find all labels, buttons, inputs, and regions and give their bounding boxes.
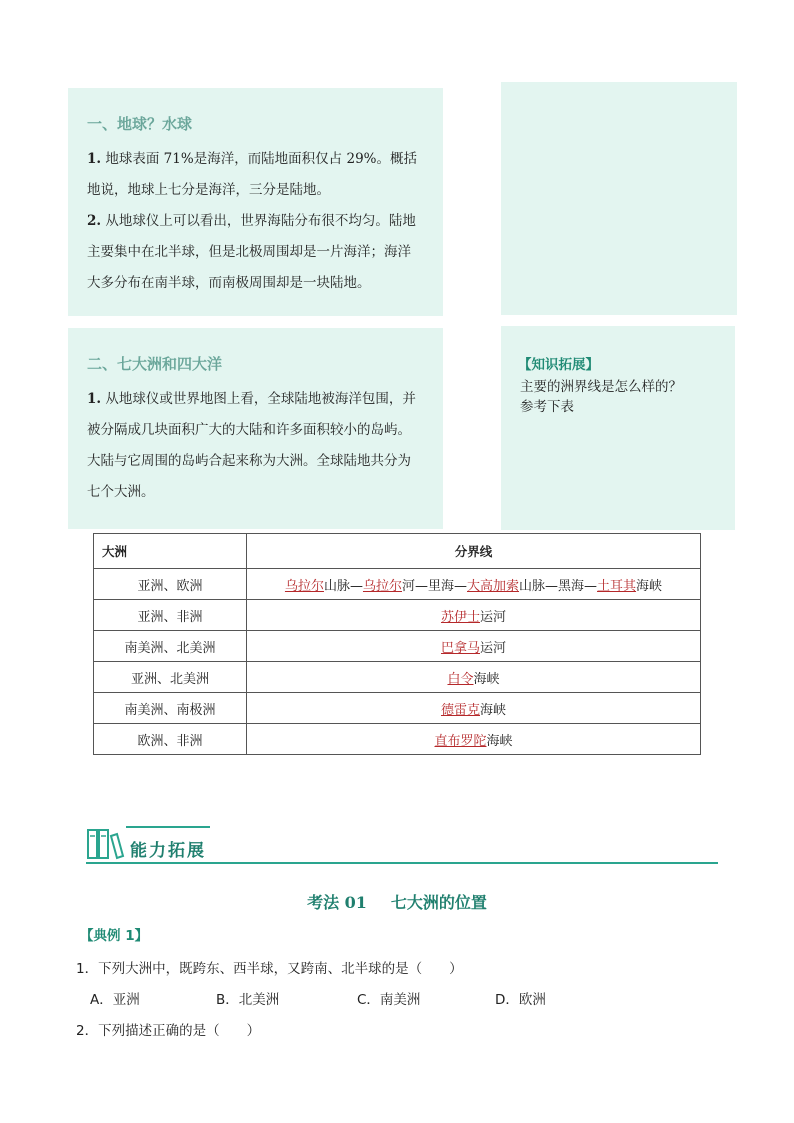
boundary-text: 海峡 <box>636 578 663 594</box>
table-header-row <box>94 534 701 569</box>
table-row <box>94 631 701 662</box>
boundary-place-name: 白令 <box>447 671 474 687</box>
box2-p1-line3: 大陆与它周围的岛屿合起来称为大洲。全球陆地共分为 <box>87 453 411 469</box>
note-line1: 主要的洲界线是怎么样的？ <box>520 379 682 395</box>
boundary-text: 山脉—黑海— <box>519 578 598 594</box>
boundary-line <box>247 693 701 724</box>
example-label: 【典例 1】 <box>80 928 149 944</box>
note-heading: 【知识拓展】 <box>518 357 599 373</box>
boundary-line <box>247 724 701 755</box>
table-row <box>94 569 701 600</box>
boundary-text: 山脉— <box>323 578 363 594</box>
knowledge-box-earth-water <box>68 88 443 316</box>
box1-p1-line1: 地球表面 71%是海洋，而陆地面积仅占 29%。概括 <box>105 151 417 167</box>
boundary-place-name: 直布罗陀 <box>434 733 487 749</box>
header-boundary: 分界线 <box>247 534 701 569</box>
method-code: 考法 01 <box>307 893 367 912</box>
boundary-place-name: 巴拿马 <box>440 640 480 656</box>
boundary-text: 运河 <box>480 609 507 625</box>
continent-pair: 亚洲、欧洲 <box>94 569 247 600</box>
box1-p2-line3: 大多分布在南半球，而南极周围却是一块陆地。 <box>87 275 371 291</box>
box2-p1-number: 1. <box>87 391 102 407</box>
boundary-text: 河—里海— <box>401 578 467 594</box>
box2-p1-line1: 从地球仪或世界地图上看，全球陆地被海洋包围，并 <box>105 391 416 407</box>
boundary-text: 海峡 <box>480 702 507 718</box>
table-row <box>94 724 701 755</box>
table-row <box>94 662 701 693</box>
section-rule <box>86 862 718 864</box>
section-top-rule <box>126 826 210 828</box>
section-title: 能力拓展 <box>130 841 206 861</box>
question-1: 1．下列大洲中，既跨东、西半球，又跨南、北半球的是（ ） <box>76 961 463 977</box>
boundary-place-name: 大高加索 <box>467 578 520 594</box>
boundary-place-name: 苏伊士 <box>440 609 480 625</box>
side-box-top <box>501 82 737 315</box>
boundary-place-name: 乌拉尔 <box>362 578 402 594</box>
boundary-place-name: 德雷克 <box>440 702 480 718</box>
boundary-text: 运河 <box>480 640 507 656</box>
option-a[interactable]: A．亚洲 <box>90 992 140 1008</box>
box2-heading: 二、七大洲和四大洋 <box>87 355 223 373</box>
table-row <box>94 600 701 631</box>
boundary-line <box>247 569 701 600</box>
question-2: 2．下列描述正确的是（ ） <box>76 1023 261 1039</box>
box1-heading: 一、地球？水球 <box>87 115 193 133</box>
boundary-text: 海峡 <box>486 733 513 749</box>
continent-pair: 南美洲、南极洲 <box>94 693 247 724</box>
box1-p2-line2: 主要集中在北半球，但是北极周围却是一片海洋；海洋 <box>87 244 411 260</box>
box1-paragraph <box>87 144 432 299</box>
continent-pair: 欧洲、非洲 <box>94 724 247 755</box>
box1-p1-line2: 地说，地球上七分是海洋，三分是陆地。 <box>87 182 330 198</box>
box1-p2-number: 2. <box>87 213 102 229</box>
continent-boundary-table <box>93 533 701 755</box>
note-line2: 参考下表 <box>520 399 574 415</box>
section-header-ability <box>86 826 718 866</box>
box2-p1-line4: 七个大洲。 <box>87 484 155 500</box>
header-continents: 大洲 <box>94 534 247 569</box>
boundary-line <box>247 631 701 662</box>
continent-pair: 南美洲、北美洲 <box>94 631 247 662</box>
option-b[interactable]: B．北美洲 <box>216 992 280 1008</box>
boundary-place-name: 乌拉尔 <box>284 578 324 594</box>
table-row <box>94 693 701 724</box>
boundary-line <box>247 662 701 693</box>
box2-p1-line2: 被分隔成几块面积广大的大陆和许多面积较小的岛屿。 <box>87 422 411 438</box>
option-d[interactable]: D．欧洲 <box>495 992 546 1008</box>
knowledge-extension-box <box>501 326 735 530</box>
boundary-text: 海峡 <box>473 671 500 687</box>
method-title <box>0 890 794 913</box>
box2-paragraph <box>87 384 432 508</box>
box1-p2-line1: 从地球仪上可以看出，世界海陆分布很不均匀。陆地 <box>105 213 416 229</box>
knowledge-box-continents-oceans <box>68 328 443 529</box>
boundary-place-name: 土耳其 <box>597 578 637 594</box>
boundary-line <box>247 600 701 631</box>
books-icon <box>86 828 126 860</box>
method-name: 七大洲的位置 <box>390 893 487 912</box>
option-c[interactable]: C．南美洲 <box>357 992 421 1008</box>
continent-pair: 亚洲、非洲 <box>94 600 247 631</box>
continent-pair: 亚洲、北美洲 <box>94 662 247 693</box>
note-text <box>520 377 682 417</box>
box1-p1-number: 1. <box>87 151 102 167</box>
